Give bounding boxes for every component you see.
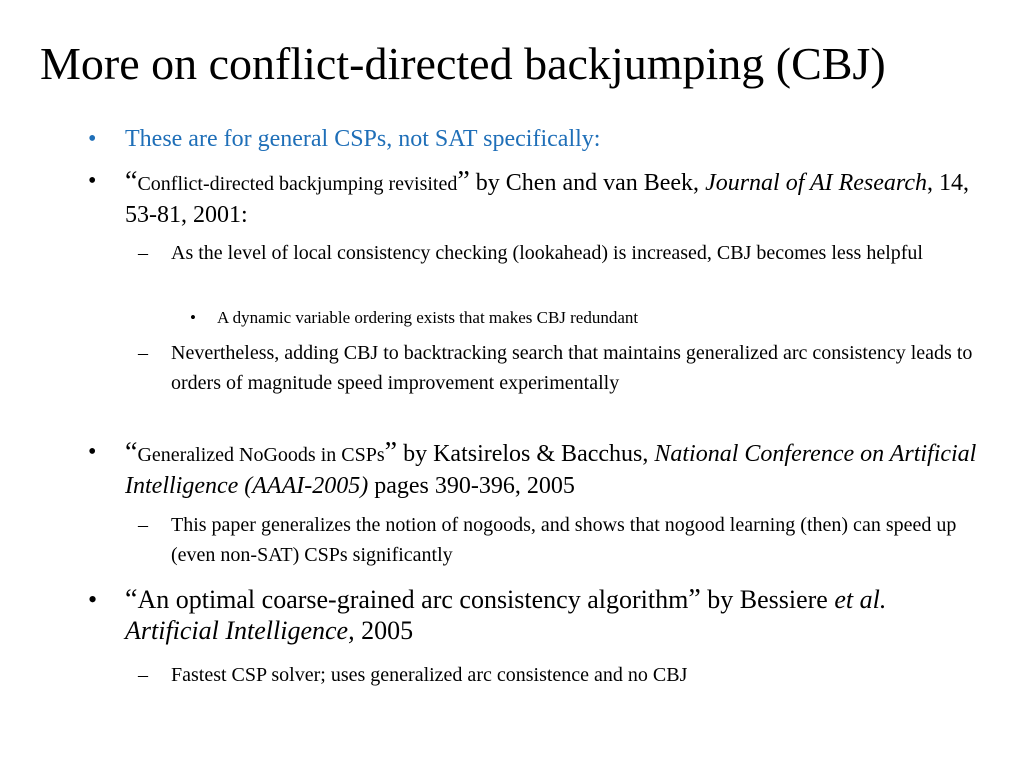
dash-marker: – <box>138 514 148 536</box>
close-quote: ” <box>384 437 398 468</box>
close-quote: ” <box>457 166 470 197</box>
open-quote: “ <box>125 166 138 197</box>
bullet-text <box>125 437 985 502</box>
bullet-marker: • <box>88 439 97 465</box>
citation-rest: pages 390-396, 2005 <box>368 473 575 499</box>
venue: Journal of AI Research <box>705 170 928 196</box>
sub-sub-item-text: A dynamic variable ordering exists that makes CBJ redundant <box>217 308 639 327</box>
open-quote: “ <box>125 437 138 468</box>
venue: et al. Artificial Intelligence, <box>125 585 887 645</box>
sub-item-text: Fastest CSP solver; uses generalized arc consistence and no CBJ <box>171 664 688 686</box>
citation-rest: , 14, 53-81, 2001: <box>125 170 970 228</box>
dash-marker: – <box>138 342 148 364</box>
bullet-text <box>125 584 985 646</box>
dash-marker: – <box>138 664 148 686</box>
authors: by Bessiere <box>700 585 835 614</box>
authors: by Katsirelos & Bacchus, <box>397 441 655 467</box>
open-quote: “ <box>125 584 138 615</box>
slide-title: More on conflict-directed backjumping (CBJ) <box>40 38 886 89</box>
sub-item-text: As the level of local consistency checking (lookahead) is increased, CBJ becomes less helpful <box>171 242 923 264</box>
sub-item-text: This paper generalizes the notion of nogoods, and shows that nogood learning (then) can speed up (even non-SAT) CSPs significantly <box>171 514 957 566</box>
sub-item-text: Nevertheless, adding CBJ to backtracking search that maintains generalized arc consistency leads to orders of magnitude speed improvement experimentally <box>171 342 973 394</box>
paper-title: Conflict-directed backjumping revisited <box>137 173 458 195</box>
bullet-marker: • <box>88 126 97 152</box>
bullet-text <box>125 166 985 231</box>
close-quote: ” <box>688 584 701 615</box>
paper-title: Generalized NoGoods in CSPs <box>137 444 385 466</box>
bullet-marker: • <box>190 308 196 327</box>
bullet-marker: • <box>88 585 98 614</box>
authors: by Chen and van Beek, <box>469 170 706 196</box>
paper-title: An optimal coarse-grained arc consistency algorithm <box>137 585 689 614</box>
dash-marker: – <box>138 242 148 264</box>
citation-rest: 2005 <box>354 616 414 645</box>
venue: National Conference on Artificial Intelligence (AAAI-2005) <box>125 441 977 499</box>
bullet-text: These are for general CSPs, not SAT specifically: <box>125 126 601 152</box>
bullet-marker: • <box>88 168 97 194</box>
